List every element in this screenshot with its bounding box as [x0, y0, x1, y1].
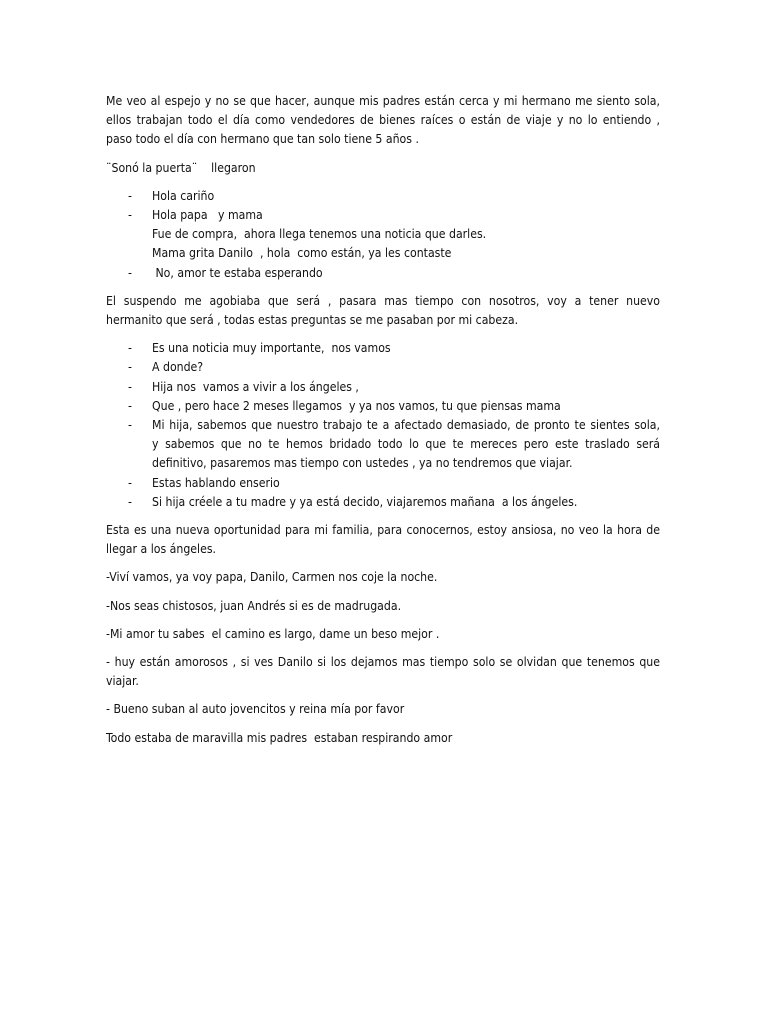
paragraph-1-line-2: ellos trabajan todo el día como vendedores de bienes raíces o están de viaje y no lo entiendo , — [106, 113, 660, 128]
dash-marker: - — [128, 341, 132, 356]
list-item — [106, 358, 660, 377]
document-page — [106, 92, 660, 757]
list-item — [106, 416, 660, 474]
dash-marker: - — [128, 379, 132, 394]
dash-marker: - — [128, 494, 132, 509]
dialogue-list-2 — [106, 339, 660, 512]
paragraph-3-line-2: hermanito que será , todas estas preguntas se me pasaban por mi cabeza. — [106, 313, 519, 328]
paragraph-8-line-2: viajar. — [106, 674, 139, 689]
paragraph-8-line-1: - huy están amorosos , si ves Danilo si los dejamos mas tiempo solo se olvidan que tenemos que — [106, 655, 660, 670]
paragraph-1-line-3: paso todo el día con hermano que tan solo tiene 5 años . — [106, 132, 419, 147]
paragraph-2: ¨Sonó la puerta¨ llegaron — [106, 160, 256, 175]
paragraph-9: - Bueno suban al auto jovencitos y reina mía por favor — [106, 702, 405, 717]
dash-marker: - — [128, 208, 132, 223]
dash-marker: - — [128, 475, 132, 490]
paragraph-8 — [106, 653, 660, 691]
paragraph-1-line-1: Me veo al espejo y no se que hacer, aunque mis padres están cerca y mi hermano me siento sola, — [106, 94, 660, 108]
list-item — [106, 397, 660, 416]
list-item-text: Que , pero hace 2 meses llegamos y ya nos vamos, tu que piensas mama — [152, 398, 561, 413]
list-item — [106, 493, 660, 512]
list-item-text: Hola cariño — [152, 188, 215, 203]
paragraph-7: -Mi amor tu sabes el camino es largo, dame un beso mejor . — [106, 626, 440, 641]
list-item — [106, 187, 660, 206]
paragraph-4-line-1: Esta es una nueva oportunidad para mi familia, para conocernos, estoy ansiosa, no veo la hora de — [106, 523, 660, 538]
list-item-text: Es una noticia muy importante, nos vamos — [152, 341, 391, 356]
list-item — [106, 206, 660, 264]
dash-marker: - — [128, 188, 132, 203]
dialogue-list-1 — [106, 187, 660, 283]
list-item — [106, 264, 660, 283]
list-item-text: Hija nos vamos a vivir a los ángeles , — [152, 379, 359, 394]
list-item-continuation: Mama grita Danilo , hola como están, ya les contaste — [152, 246, 452, 261]
dash-marker: - — [128, 360, 132, 375]
list-item — [106, 378, 660, 397]
list-item-text: Estas hablando enserio — [152, 475, 280, 490]
list-item-text: Hola papa y mama — [152, 208, 263, 223]
paragraph-10: Todo estaba de maravilla mis padres estaban respirando amor — [106, 730, 453, 745]
list-item-continuation: Fue de compra, ahora llega tenemos una noticia que darles. — [152, 227, 487, 242]
paragraph-1 — [106, 92, 660, 150]
list-item-text-line-3: definitivo, pasaremos mas tiempo con ustedes , ya no tendremos que viajar. — [152, 456, 573, 471]
paragraph-3 — [106, 292, 660, 330]
list-item-text-line-2: y sabemos que no te hemos bridado todo lo que te mereces pero este traslado será — [152, 437, 660, 452]
list-item — [106, 474, 660, 493]
paragraph-3-line-1: El suspendo me agobiaba que será , pasara mas tiempo con nosotros, voy a tener nuevo — [106, 293, 660, 308]
list-item-text: A donde? — [152, 360, 204, 375]
dash-marker: - — [128, 265, 132, 280]
dash-marker: - — [128, 418, 132, 433]
list-item-text-line-1: Mi hija, sabemos que nuestro trabajo te a afectado demasiado, de pronto te sientes sola, — [152, 418, 660, 433]
list-item — [106, 339, 660, 358]
dash-marker: - — [128, 398, 132, 413]
list-item-text: Si hija créele a tu madre y ya está decido, viajaremos mañana a los ángeles. — [152, 494, 578, 509]
paragraph-4 — [106, 521, 660, 559]
paragraph-4-line-2: llegar a los ángeles. — [106, 542, 217, 557]
list-item-text: No, amor te estaba esperando — [152, 265, 323, 280]
paragraph-6: -Nos seas chistosos, juan Andrés si es de madrugada. — [106, 598, 402, 613]
paragraph-5: -Viví vamos, ya voy papa, Danilo, Carmen nos coje la noche. — [106, 570, 438, 585]
